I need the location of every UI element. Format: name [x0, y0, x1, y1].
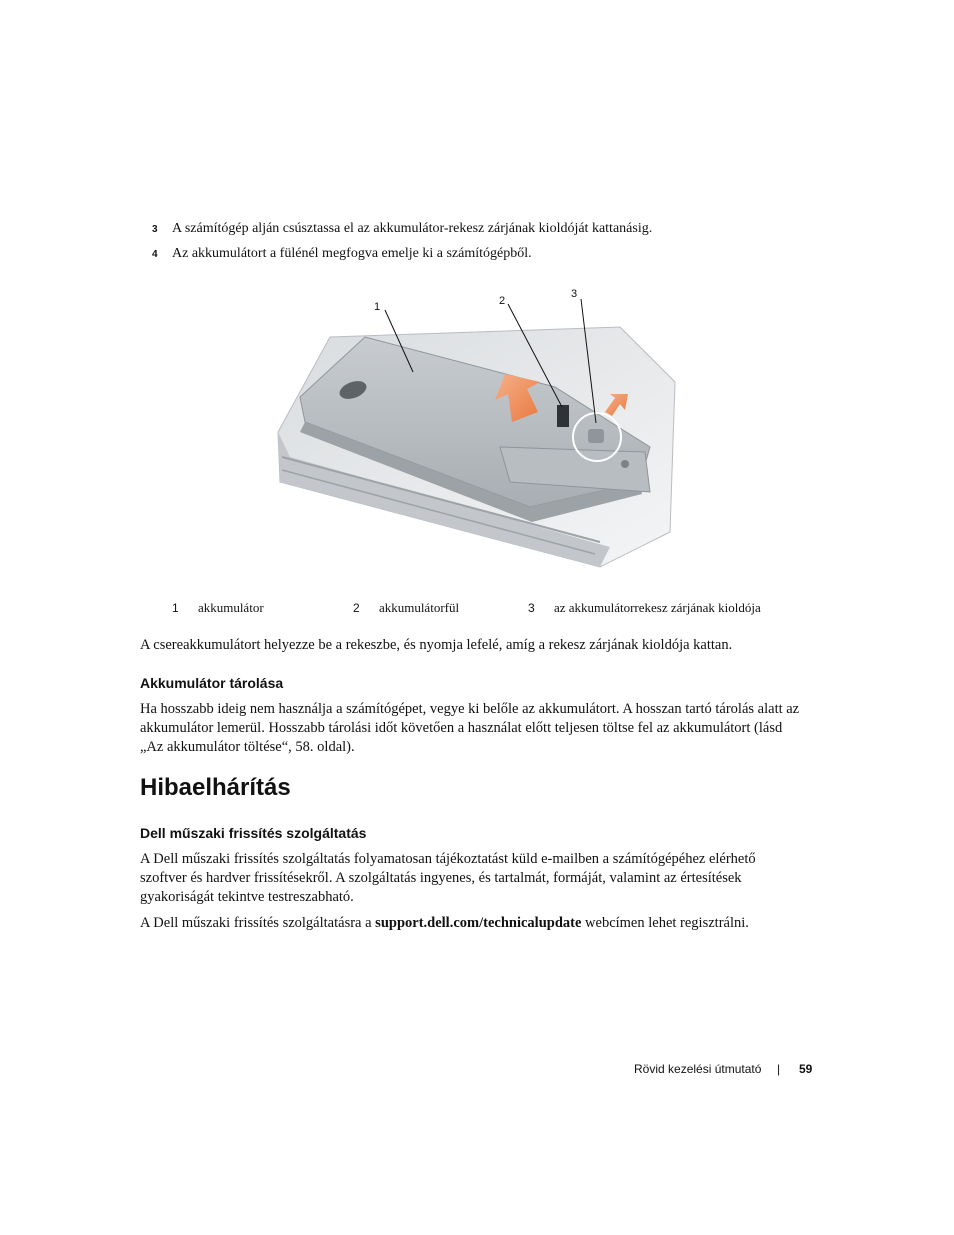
step-text: A számítógép alján csúsztassa el az akkumulátor-rekesz zárjának kioldóját kattanásig. — [172, 221, 653, 236]
update-service-heading: Dell műszaki frissítés szolgáltatás — [140, 825, 367, 841]
step-number: 3 — [152, 224, 158, 235]
storage-heading: Akkumulátor tárolása — [140, 675, 284, 691]
callout-2: 2 — [499, 295, 506, 307]
footer-title: Rövid kezelési útmutató — [634, 1062, 762, 1076]
step-text: Az akkumulátort a fülénél megfogva emelje ki a számítógépből. — [172, 246, 532, 261]
callout-1: 1 — [374, 301, 381, 313]
laptop-battery-drawing — [270, 282, 690, 582]
callout-3: 3 — [571, 288, 578, 300]
battery-removal-illustration — [270, 282, 690, 582]
register-prefix: A Dell műszaki frissítés szolgáltatásra a — [140, 915, 376, 931]
legend-label: az akkumulátorrekesz zárjának kioldója — [553, 600, 761, 615]
legend-label: akkumulátorfül — [378, 600, 460, 615]
legend-item-2 — [353, 600, 459, 616]
legend-label: akkumulátor — [197, 600, 264, 615]
step-3 — [152, 220, 652, 239]
step-number: 4 — [152, 249, 158, 260]
update-service-paragraph: A Dell műszaki frissítés szolgáltatás folyamatosan tájékoztatást küld e-mailben a számítógépéhez elérhető szoftver és hardver frissítésekről. A szolgáltatás ingyenes, és tartalmát, formáját, valamint az értesítések gyakoriságát tekintve testreszabható. — [140, 851, 756, 905]
legend-item-1 — [172, 600, 264, 616]
page-number: 59 — [799, 1062, 813, 1076]
legend-item-3 — [528, 600, 761, 616]
legend-number: 1 — [172, 601, 179, 615]
storage-paragraph: Ha hosszabb ideig nem használja a számítógépet, vegye ki belőle az akkumulátort. A hosszan tartó tárolás alatt az akkumulátor lemerül. Hosszabb tárolási időt követően a használat előtt teljesen töltse fel az akkumulátort (lásd „Az akkumulátor töltése“, 58. oldal). — [140, 701, 800, 755]
troubleshooting-heading: Hibaelhárítás — [140, 774, 291, 801]
footer-separator: | — [777, 1062, 781, 1076]
register-link[interactable]: support.dell.com/technicalupdate — [375, 915, 582, 931]
replace-battery-paragraph: A csereakkumulátort helyezze be a rekeszbe, és nyomja lefelé, amíg a rekesz zárjának kioldója kattan. — [140, 637, 733, 653]
legend-number: 3 — [528, 601, 535, 615]
register-paragraph — [140, 914, 805, 933]
register-suffix: webcímen lehet regisztrálni. — [581, 915, 749, 931]
step-4 — [152, 245, 532, 264]
legend-number: 2 — [353, 601, 360, 615]
